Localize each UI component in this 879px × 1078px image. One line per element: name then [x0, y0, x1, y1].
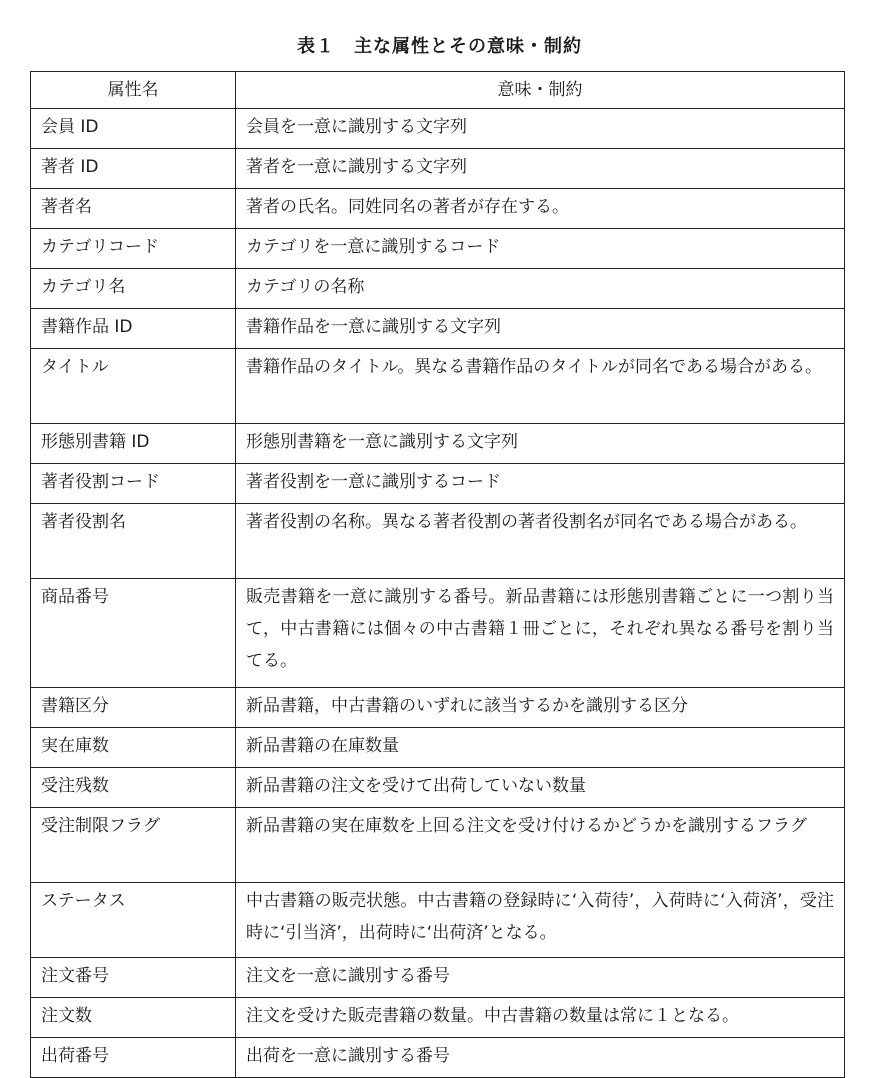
attribute-name: 形態別書籍 ID: [31, 424, 236, 464]
attribute-description: 新品書籍，中古書籍のいずれに該当するかを識別する区分: [236, 688, 845, 728]
attribute-name: 著者 ID: [31, 149, 236, 189]
attribute-description: 著者役割の名称。異なる著者役割の著者役割名が同名である場合がある。: [236, 504, 845, 579]
attribute-description: 新品書籍の在庫数量: [236, 728, 845, 768]
table-row: [31, 768, 845, 808]
table-row: [31, 958, 845, 998]
attribute-name: 商品番号: [31, 579, 236, 688]
table-caption: 表１ 主な属性とその意味・制約: [297, 36, 582, 57]
attribute-name: 出荷番号: [31, 1038, 236, 1078]
attribute-description: 著者を一意に識別する文字列: [236, 149, 845, 189]
attribute-name: ステータス: [31, 883, 236, 958]
attribute-description: カテゴリの名称: [236, 269, 845, 309]
table-row: [31, 269, 845, 309]
attribute-name: 受注残数: [31, 768, 236, 808]
attribute-name: 書籍区分: [31, 688, 236, 728]
table-row: [31, 109, 845, 149]
table-row: [31, 229, 845, 269]
attribute-description: 注文を一意に識別する番号: [236, 958, 845, 998]
attribute-name: カテゴリコード: [31, 229, 236, 269]
attribute-description: カテゴリを一意に識別するコード: [236, 229, 845, 269]
attribute-name: 実在庫数: [31, 728, 236, 768]
attribute-name: タイトル: [31, 349, 236, 424]
attribute-description: 形態別書籍を一意に識別する文字列: [236, 424, 845, 464]
attribute-name: 著者役割名: [31, 504, 236, 579]
attribute-description: 中古書籍の販売状態。中古書籍の登録時に‘入荷待’，入荷時に‘入荷済’，受注時に‘引当済’，出荷時に‘出荷済’となる。: [236, 883, 845, 958]
table-row: [31, 883, 845, 958]
table-row: [31, 464, 845, 504]
attribute-table: [30, 71, 845, 1078]
attribute-description: 新品書籍の実在庫数を上回る注文を受け付けるかどうかを識別するフラグ: [236, 808, 845, 883]
table-row: [31, 998, 845, 1038]
table-row: [31, 349, 845, 424]
header-attribute-name: 属性名: [31, 72, 236, 109]
table-row: [31, 424, 845, 464]
table-row: [31, 309, 845, 349]
table-row: [31, 728, 845, 768]
table-header-row: [31, 72, 845, 109]
table-row: [31, 504, 845, 579]
attribute-description: 著者の氏名。同姓同名の著者が存在する。: [236, 189, 845, 229]
attribute-description: 注文を受けた販売書籍の数量。中古書籍の数量は常に１となる。: [236, 998, 845, 1038]
attribute-description: 書籍作品のタイトル。異なる書籍作品のタイトルが同名である場合がある。: [236, 349, 845, 424]
header-meaning-constraint: 意味・制約: [236, 72, 845, 109]
table-row: [31, 688, 845, 728]
table-row: [31, 189, 845, 229]
table-row: [31, 149, 845, 189]
attribute-name: 注文数: [31, 998, 236, 1038]
table-row: [31, 1038, 845, 1078]
attribute-description: 著者役割を一意に識別するコード: [236, 464, 845, 504]
attribute-name: 著者役割コード: [31, 464, 236, 504]
attribute-description: 販売書籍を一意に識別する番号。新品書籍には形態別書籍ごとに一つ割り当て，中古書籍には個々の中古書籍１冊ごとに，それぞれ異なる番号を割り当てる。: [236, 579, 845, 688]
table-row: [31, 808, 845, 883]
attribute-description: 新品書籍の注文を受けて出荷していない数量: [236, 768, 845, 808]
attribute-name: 書籍作品 ID: [31, 309, 236, 349]
attribute-description: 書籍作品を一意に識別する文字列: [236, 309, 845, 349]
attribute-name: 著者名: [31, 189, 236, 229]
attribute-description: 出荷を一意に識別する番号: [236, 1038, 845, 1078]
attribute-name: カテゴリ名: [31, 269, 236, 309]
table-row: [31, 579, 845, 688]
attribute-name: 会員 ID: [31, 109, 236, 149]
attribute-name: 受注制限フラグ: [31, 808, 236, 883]
attribute-description: 会員を一意に識別する文字列: [236, 109, 845, 149]
attribute-name: 注文番号: [31, 958, 236, 998]
